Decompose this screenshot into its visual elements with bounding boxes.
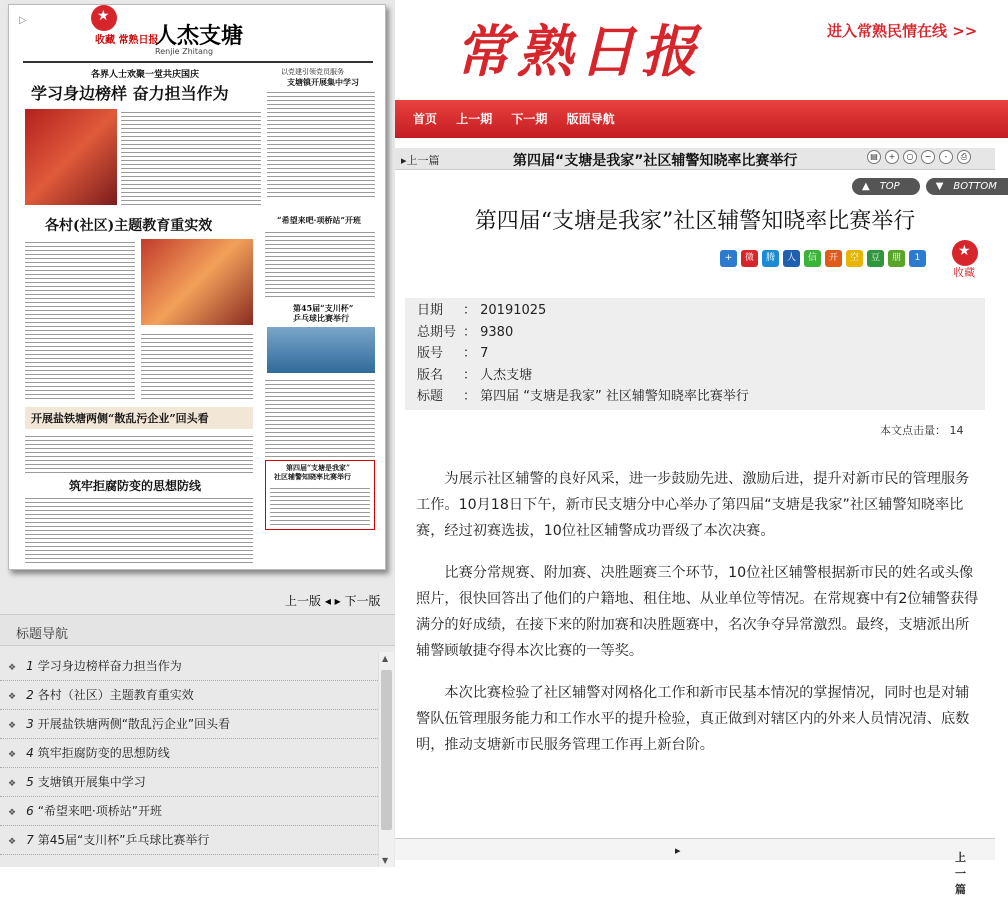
bottom-nav [395, 838, 995, 896]
meta-row: 标题 ： 第四届 “支塘是我家” 社区辅警知晓率比赛举行 [417, 389, 749, 404]
article-toolbar [395, 148, 995, 170]
diamond-bullet-icon: ❖ [8, 721, 17, 731]
thumb-headline: 乒乓球比赛举行 [293, 313, 349, 323]
meta-row: 总期号 ： 9380 [417, 324, 514, 340]
thumb-headline: 开展盐铁塘两侧“散乱污企业”回头看 [31, 412, 209, 425]
thumb-headline: 第45届“支川杯” [293, 303, 354, 313]
thumb-headline: “希望来吧·项桥站”开班 [277, 215, 361, 225]
more-share-icon[interactable]: 1 [909, 250, 926, 267]
zoom-in-icon[interactable]: + [885, 150, 899, 164]
share-bar [720, 250, 926, 267]
article-meta [405, 298, 985, 410]
thumb-headline: 各界人士欢聚一堂共庆国庆 [91, 70, 200, 80]
meta-row: 日期 ： 20191025 [417, 303, 547, 318]
article-paragraph: 本次比赛检验了社区辅警对网格化工作和新市民基本情况的掌握情况，同时也是对辅警队伍管理服务能力和工作水平的提升检验，真正做到对辖区内的外来人员情况清、底数明，推动支塘新市民服务管理工作再上新台阶。 [416, 685, 970, 753]
article-paragraph: 比赛分常规赛、附加赛、决胜题赛三个环节，10位社区辅警根据新市民的姓名或头像照片，很快回答出了他们的户籍地、租住地、从业单位等情况。在常规赛中有2位辅警获得满分的好成绩，在接下来的附加赛和决胜题赛中，名次争夺异常激烈。最终，支塘派出所辅警顾敏捷夺得本次比赛的一等奖。 [416, 565, 979, 659]
left-panel [0, 0, 395, 867]
thumb-headline: 以党建引领党员服务 [281, 68, 344, 76]
corner-arrow-icon: ▷ [19, 15, 27, 26]
bottom-button[interactable]: ▼ BOTTOM [926, 178, 1008, 195]
thumb-text [25, 433, 253, 473]
main-nav-bar [395, 100, 1008, 138]
thumb-text [121, 109, 261, 205]
thumb-photo-pingpong [267, 327, 375, 373]
kaixin-icon[interactable]: 开 [825, 250, 842, 267]
douban-icon[interactable]: 豆 [867, 250, 884, 267]
thumb-text [267, 89, 375, 199]
site-header [395, 0, 1008, 100]
thumb-photo-ceremony [25, 109, 117, 205]
add-share-icon[interactable]: + [720, 250, 737, 267]
zoom-minus-icon[interactable]: - [939, 150, 953, 164]
scroll-up-icon[interactable]: ▲ [382, 654, 389, 663]
diamond-bullet-icon: ❖ [8, 779, 17, 789]
weibo-icon[interactable]: 微 [741, 250, 758, 267]
toolbar-tools [867, 150, 971, 164]
thumb-text [141, 331, 253, 399]
thumb-text [25, 495, 253, 565]
selected-article-highlight[interactable] [265, 460, 375, 530]
thumb-section-sub: Renjie Zhitang [155, 47, 214, 56]
nav-item[interactable]: ❖ 3 开展盐铁塘两侧“散乱污企业”回头看 [0, 710, 378, 739]
thumb-text [25, 239, 135, 399]
article-title: 第四届“支塘是我家”社区辅警知晓率比赛举行 [474, 209, 916, 234]
thumb-text [265, 229, 375, 299]
click-count: 本文点击量： 14 [880, 424, 964, 437]
meta-row: 版名 ： 人杰支塘 [417, 367, 533, 383]
nav-item[interactable]: ❖ 4 筑牢拒腐防变的思想防线 [0, 739, 378, 768]
renren-icon[interactable]: 人 [783, 250, 800, 267]
thumb-photo-group [141, 239, 253, 325]
thumb-headline: 筑牢拒腐防变的思想防线 [69, 479, 202, 493]
menu-home[interactable]: 首页 [413, 112, 438, 126]
print-preview-icon[interactable]: ▤ [867, 150, 881, 164]
thumb-headline: 支塘镇开展集中学习 [287, 77, 359, 87]
thumb-headline: 社区辅警知晓率比赛举行 [274, 472, 351, 481]
diamond-bullet-icon: ❖ [8, 663, 17, 673]
thumb-rule [23, 61, 373, 63]
title-nav-list [0, 652, 378, 855]
thumb-text [265, 377, 375, 457]
zoom-reset-icon[interactable]: ○ [903, 150, 917, 164]
wechat-icon[interactable]: 信 [804, 250, 821, 267]
menu-prev-issue[interactable]: 上一期 [456, 112, 493, 126]
prev-article-link[interactable]: ▸上一篇 [401, 154, 440, 167]
diamond-bullet-icon: ❖ [8, 750, 17, 760]
newspaper-page-thumbnail[interactable] [8, 4, 386, 570]
title-nav-label: 标题导航 [16, 627, 69, 642]
collect-star-icon[interactable] [91, 5, 117, 31]
article-paragraph: 为展示社区辅警的良好风采，进一步鼓励先进、激励后进，提升对新市民的管理服务工作。10月18日下午，新市民支塘分中心举办了第四届“支塘是我家”社区辅警知晓率比赛，经过初赛选拔，10位社区辅警成功晋级了本次决赛。 [416, 471, 970, 539]
nav-item[interactable]: ❖ 5 支塘镇开展集中学习 [0, 768, 378, 797]
nav-item[interactable]: ❖ 7 第45届“支川杯”乒乓球比赛举行 [0, 826, 378, 855]
diamond-bullet-icon: ❖ [8, 808, 17, 818]
thumb-headline: 学习身边榜样 奋力担当作为 [31, 84, 229, 103]
nav-scrollbar[interactable] [378, 652, 394, 867]
enter-minqing-link[interactable]: 进入常熟民情在线 >> [827, 22, 978, 40]
bottom-prev-article-link[interactable]: ▸ 上一篇 [675, 844, 966, 896]
article-body [416, 466, 980, 774]
next-page-link[interactable]: 下一版 [344, 594, 381, 608]
main-menu [413, 110, 630, 127]
nav-item[interactable]: ❖ 2 各村（社区）主题教育重实效 [0, 681, 378, 710]
collect-label[interactable]: 收藏 [953, 266, 975, 279]
pengyou-icon[interactable]: 朋 [888, 250, 905, 267]
scroll-down-icon[interactable]: ▼ [382, 856, 389, 865]
thumb-section-title: 人杰支塘 [155, 23, 244, 49]
scroll-thumb[interactable] [381, 670, 392, 830]
diamond-bullet-icon: ❖ [8, 837, 17, 847]
thumb-text [270, 485, 370, 527]
menu-page-nav[interactable]: 版面导航 [566, 112, 615, 126]
zoom-out-icon[interactable]: − [921, 150, 935, 164]
page-pager [285, 592, 381, 609]
meta-row: 版号 ： 7 [417, 346, 489, 361]
print-icon[interactable]: ⎙ [957, 150, 971, 164]
thumb-headline: 各村(社区)主题教育重实效 [45, 218, 213, 234]
tencent-icon[interactable]: 腾 [762, 250, 779, 267]
nav-item[interactable]: ❖ 1 学习身边榜样奋力担当作为 [0, 652, 378, 681]
site-logo[interactable]: 常熟日报 [455, 19, 703, 85]
diamond-bullet-icon: ❖ [8, 692, 17, 702]
prev-page-link[interactable]: 上一版 [285, 594, 322, 608]
title-nav-header [0, 614, 395, 646]
collect-star-icon[interactable] [952, 240, 978, 266]
nav-item[interactable]: ❖ 6 “希望来吧·项桥站”开班 [0, 797, 378, 826]
toolbar-title: 第四届“支塘是我家”社区辅警知晓率比赛举行 [513, 153, 798, 169]
qzone-icon[interactable]: 空 [846, 250, 863, 267]
menu-next-issue[interactable]: 下一期 [511, 112, 548, 126]
pager-arrow-icon: ◂ ▸ [324, 594, 341, 608]
thumb-masthead: 收藏 常熟日报 [95, 35, 159, 46]
top-button[interactable]: ▲ TOP [852, 178, 920, 195]
scroll-buttons [852, 178, 1008, 195]
thumb-headline: 第四届“支塘是我家” [286, 463, 351, 472]
